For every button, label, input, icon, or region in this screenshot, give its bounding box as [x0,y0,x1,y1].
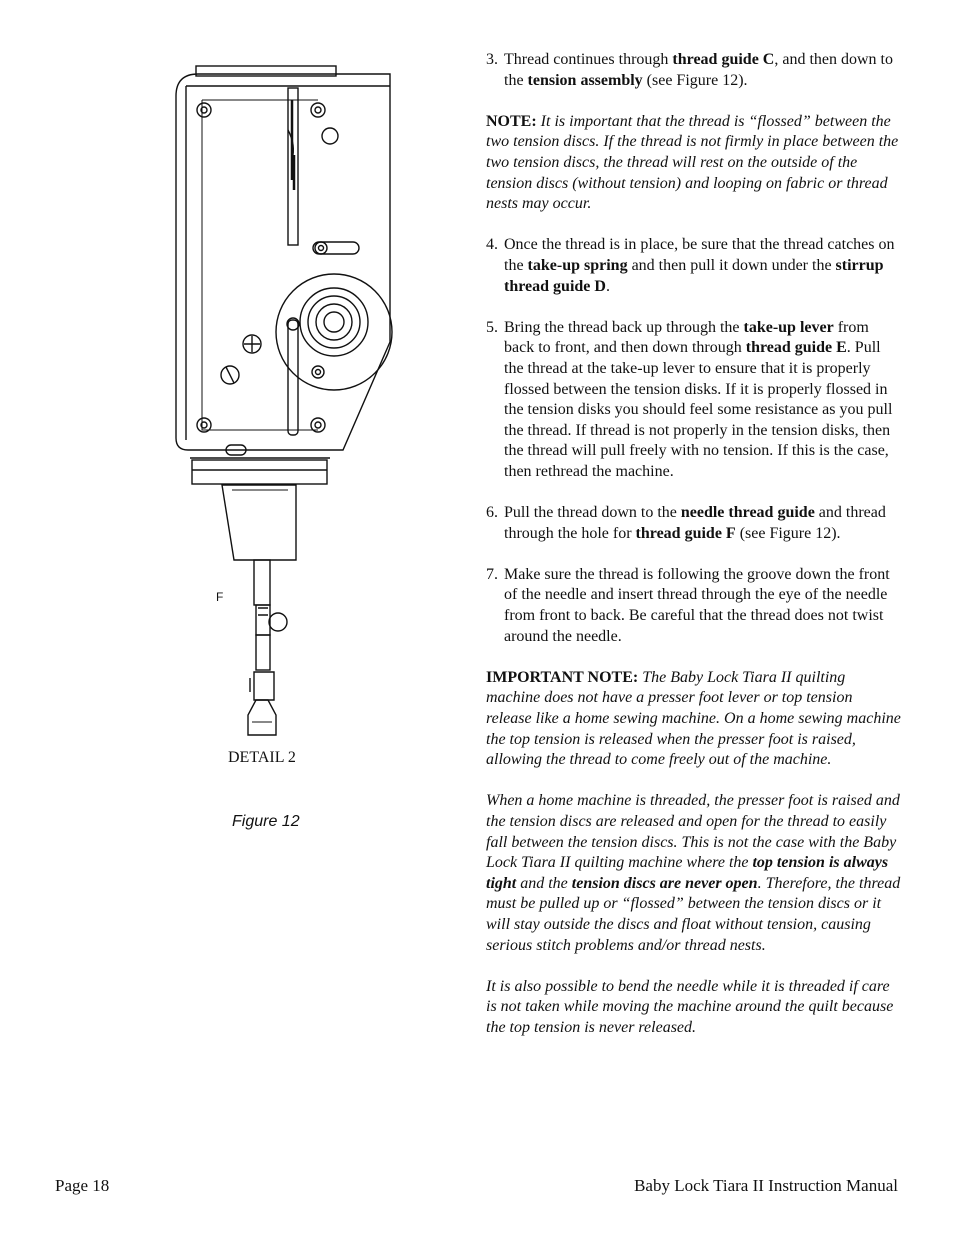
detail-label: DETAIL 2 [228,749,296,766]
important-note-text: The Baby Lock Tiara II quilting machine does not have a presser foot lever or top tension release like a home sewing machine. On a home sewing machine the top tension is released when the presser foot is raised, allowing the thread to come freely out of the machine. [486,668,901,769]
callout-f: F [216,590,224,604]
instruction-text [486,50,902,1059]
step-5: 5. Bring the thread back up through the take-up lever from back to front, and then down through thread guide E. Pull the thread at the take-up lever to ensure that it is properly flossed between the tension disks. If it is properly flossed in the tension disks you should feel some resistance as you pull the thread. If thread is not properly in the tension disks, then the thread will pull freely with no tension. If this is the case, then rethread the machine. [486,318,893,480]
step-3 [486,50,902,91]
note-paragraph [486,112,902,215]
screw-icon [197,103,211,117]
figure-caption: Figure 12 [232,813,300,830]
note-text: It is important that the thread is “flossed” between the two tension discs. If the thread is not firmly in place between the two tension discs, the thread will rest on the outside of the tension discs (without tension) and looping on fabric or thread nests may occur. [486,112,899,213]
step-body: Thread continues through thread guide C, and then down to the tension assembly (see Figure 12). [504,51,893,89]
step-7: 7. Make sure the thread is following the groove down the front of the needle and insert thread through the eye of the needle from front to back. Be careful that the thread does not twist around the needle. [486,565,890,645]
page-number: Page 18 [55,1176,110,1195]
step-4: 4. Once the thread is in place, be sure that the thread catches on the take-up spring and then pull it down under the stirrup thread guide D. [486,236,895,295]
manual-title: Baby Lock Tiara II Instruction Manual [634,1176,898,1195]
home-machine-paragraph: When a home machine is threaded, the presser foot is raised and the tension discs are released and open for the thread to easily fall between the tension discs. This is not the case with the Baby Lock Tiara II quilting machine where the top tension is always tight and the tension discs are never open. Therefore, the thread must be pulled up or “flossed” between the tension discs or it will stay outside the discs and float without tension, causing serious stitch problems and/or thread nests. [486,792,901,954]
thread-guide-f-icon [269,613,287,631]
bend-needle-paragraph: It is also possible to bend the needle while it is threaded if care is not taken while moving the machine around the quilt because the top tension is never released. [486,977,894,1036]
machine-head-illustration [168,60,393,740]
important-note-label: IMPORTANT NOTE: [486,668,639,686]
step-number: 3. [486,51,498,68]
note-label: NOTE: [486,112,537,130]
step-6: 6. Pull the thread down to the needle thread guide and thread through the hole for thread guide F (see Figure 12). [486,504,886,542]
important-note-paragraph [486,668,902,771]
